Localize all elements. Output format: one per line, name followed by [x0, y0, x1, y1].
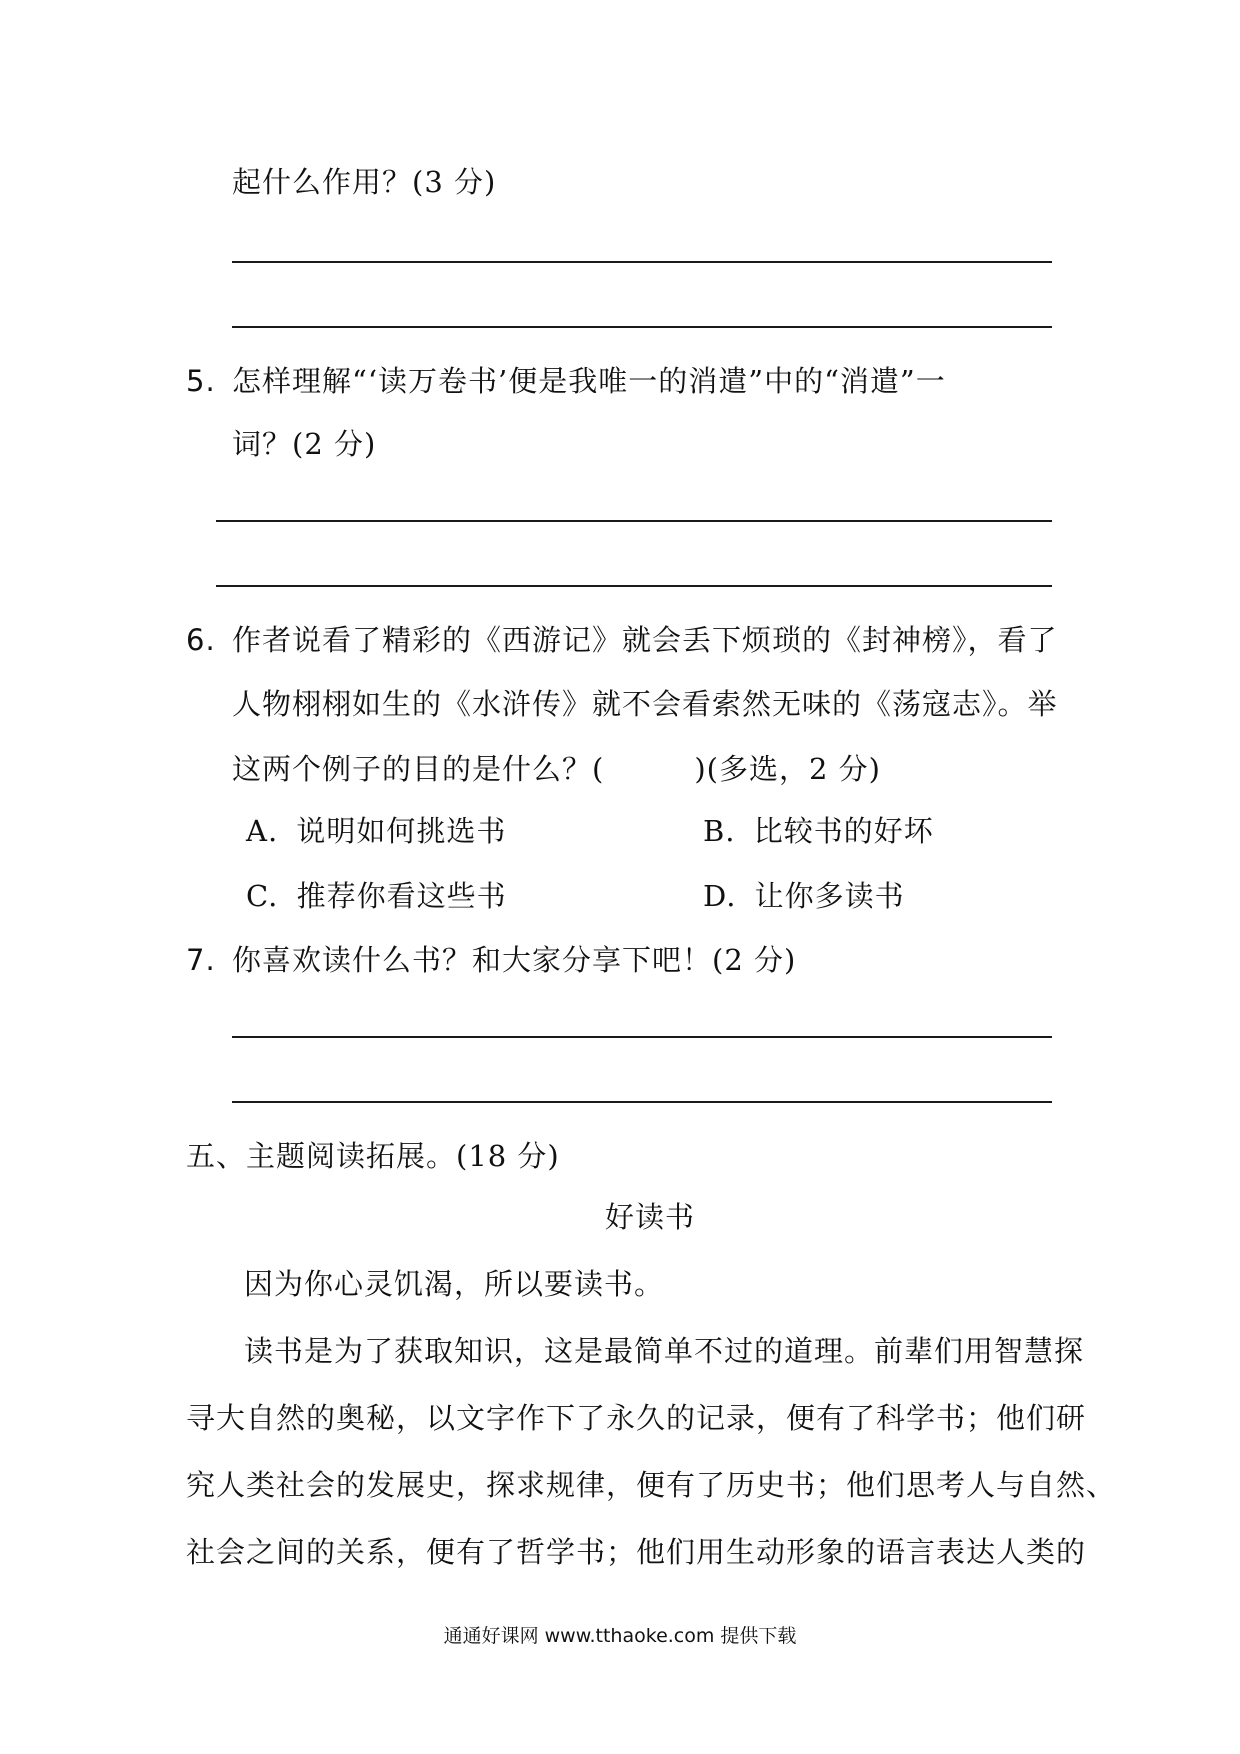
option-text: 推荐你看这些书	[296, 879, 507, 913]
answer-line[interactable]	[216, 520, 1052, 522]
q6-option-c[interactable]	[246, 876, 507, 916]
section-heading: 五、主题阅读拓展。(18 分)	[186, 1139, 560, 1173]
q6-line2: 人物栩栩如生的《水浒传》就不会看索然无味的《荡寇志》。举	[232, 687, 1058, 721]
passage-paragraph-2-line1: 读书是为了获取知识，这是最简单不过的道理。前辈们用智慧探	[244, 1334, 1085, 1368]
answer-line[interactable]	[232, 326, 1052, 328]
q4-tail-text: 起什么作用？(3 分)	[232, 165, 497, 199]
answer-line[interactable]	[232, 1101, 1052, 1103]
passage-paragraph-2-line2: 寻大自然的奥秘，以文字作下了永久的记录，便有了科学书；他们研	[186, 1401, 1087, 1435]
q5-line1: 怎样理解“‘读万卷书’便是我唯一的消遣”中的“消遣”一	[232, 364, 946, 398]
q7-number: 7.	[186, 943, 216, 977]
q5-number: 5.	[186, 364, 216, 398]
option-text: 说明如何挑选书	[296, 814, 507, 848]
q5-line2: 词？(2 分)	[232, 427, 377, 461]
answer-line[interactable]	[216, 585, 1052, 587]
passage-paragraph-1: 因为你心灵饥渴，所以要读书。	[244, 1267, 665, 1301]
option-label: B.	[703, 814, 736, 848]
option-text: 让你多读书	[754, 879, 905, 913]
q6-line3: 这两个例子的目的是什么？( )(多选，2 分)	[232, 752, 881, 786]
option-label: D.	[703, 879, 737, 913]
passage-title: 好读书	[604, 1200, 695, 1234]
q6-option-b[interactable]	[703, 811, 934, 851]
option-label: A.	[246, 814, 279, 848]
passage-paragraph-2-line4: 社会之间的关系，便有了哲学书；他们用生动形象的语言表达人类的	[186, 1535, 1087, 1569]
q6-number: 6.	[186, 623, 216, 657]
q7-text: 你喜欢读什么书？和大家分享下吧！(2 分)	[232, 943, 797, 977]
answer-line[interactable]	[232, 1036, 1052, 1038]
option-label: C.	[246, 879, 279, 913]
q6-line1: 作者说看了精彩的《西游记》就会丢下烦琐的《封神榜》，看了	[232, 623, 1058, 657]
passage-paragraph-2-line3: 究人类社会的发展史，探求规律，便有了历史书；他们思考人与自然、	[186, 1468, 1117, 1502]
answer-line[interactable]	[232, 261, 1052, 263]
page-footer: 通通好课网 www.tthaoke.com 提供下载	[443, 1625, 797, 1647]
option-text: 比较书的好坏	[753, 814, 934, 848]
q6-option-d[interactable]	[703, 876, 905, 916]
q6-option-a[interactable]	[246, 811, 506, 851]
